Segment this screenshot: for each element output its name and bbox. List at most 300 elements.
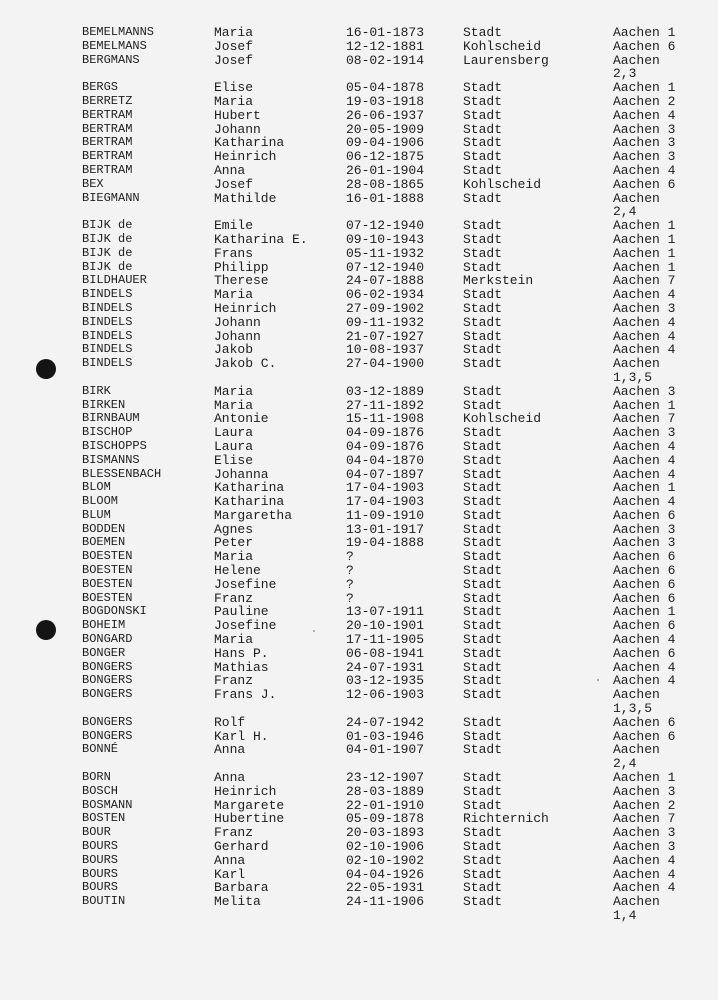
district-cell: Aachen 6 bbox=[613, 618, 676, 634]
district-cell: Aachen 4 bbox=[613, 438, 676, 454]
surname-cell: BOUTIN bbox=[82, 894, 126, 909]
record-row bbox=[0, 564, 718, 578]
surname-cell: BOGDONSKI bbox=[82, 604, 147, 619]
birth-date-cell: 24-07-1942 bbox=[346, 714, 425, 730]
record-row bbox=[0, 633, 718, 647]
birth-date-cell: 04-04-1926 bbox=[346, 866, 425, 882]
place-cell: Stadt bbox=[463, 549, 503, 565]
given-name-cell: Emile bbox=[214, 218, 254, 234]
birth-date-cell: 17-04-1903 bbox=[346, 494, 425, 510]
given-name-cell: Maria bbox=[214, 397, 254, 413]
given-name-cell: Katharina E. bbox=[214, 231, 308, 247]
record-row bbox=[0, 854, 718, 868]
place-cell: Stadt bbox=[463, 480, 503, 496]
place-cell: Stadt bbox=[463, 632, 503, 648]
surname-cell: BEMELMANS bbox=[82, 38, 147, 53]
surname-cell: BODDEN bbox=[82, 521, 126, 536]
surname-cell: BINDELS bbox=[82, 342, 133, 357]
surname-cell: BINDELS bbox=[82, 300, 133, 315]
record-row bbox=[0, 123, 718, 137]
surname-cell: BEMELMANNS bbox=[82, 25, 155, 39]
district-cell: Aachen 4 bbox=[613, 328, 676, 344]
place-cell: Stadt bbox=[463, 300, 503, 316]
district-cell: Aachen 1 bbox=[613, 480, 676, 496]
surname-cell: BINDELS bbox=[82, 356, 133, 371]
given-name-cell: Philipp bbox=[214, 259, 269, 275]
surname-cell: BIJK de bbox=[82, 259, 133, 274]
surname-cell: BORN bbox=[82, 770, 111, 785]
place-cell: Stadt bbox=[463, 466, 503, 482]
birth-date-cell: 26-06-1937 bbox=[346, 107, 425, 123]
district-cell: Aachen 4 bbox=[613, 880, 676, 896]
record-row bbox=[0, 95, 718, 109]
district-cell: Aachen 7 bbox=[613, 811, 676, 827]
given-name-cell: Franz bbox=[214, 590, 254, 606]
surname-cell: BLESSENBACH bbox=[82, 466, 162, 481]
birth-date-cell: 04-09-1876 bbox=[346, 438, 425, 454]
place-cell: Stadt bbox=[463, 342, 503, 358]
given-name-cell: Franz bbox=[214, 825, 254, 841]
given-name-cell: Jakob bbox=[214, 342, 254, 358]
surname-cell: BOESTEN bbox=[82, 590, 133, 605]
surname-cell: BIRKEN bbox=[82, 397, 126, 412]
birth-date-cell: 06-08-1941 bbox=[346, 645, 425, 661]
district-cell: Aachen 6 bbox=[613, 590, 676, 606]
given-name-cell: Elise bbox=[214, 80, 254, 96]
birth-date-cell: 10-08-1937 bbox=[346, 342, 425, 358]
place-cell: Stadt bbox=[463, 825, 503, 841]
birth-date-cell: 04-04-1870 bbox=[346, 452, 425, 468]
place-cell: Stadt bbox=[463, 770, 503, 786]
place-cell: Merkstein bbox=[463, 273, 534, 289]
place-cell: Stadt bbox=[463, 121, 503, 137]
surname-cell: BONGERS bbox=[82, 728, 133, 743]
record-row bbox=[0, 274, 718, 288]
district-cell: Aachen 4 bbox=[613, 162, 676, 178]
given-name-cell: Hubert bbox=[214, 107, 261, 123]
given-name-cell: Melita bbox=[214, 894, 261, 910]
birth-date-cell: 22-01-1910 bbox=[346, 797, 425, 813]
district-cell: Aachen 7 bbox=[613, 273, 676, 289]
place-cell: Stadt bbox=[463, 687, 503, 703]
record-row bbox=[0, 881, 718, 895]
place-cell: Stadt bbox=[463, 80, 503, 96]
record-row bbox=[0, 399, 718, 413]
district-cell: Aachen 4 bbox=[613, 287, 676, 303]
birth-date-cell: 11-09-1910 bbox=[346, 507, 425, 523]
record-row bbox=[0, 316, 718, 330]
surname-cell: BLOM bbox=[82, 480, 111, 495]
surname-cell: BONGERS bbox=[82, 673, 133, 688]
place-cell: Stadt bbox=[463, 590, 503, 606]
surname-cell: BONGARD bbox=[82, 632, 133, 647]
birth-date-cell: 28-08-1865 bbox=[346, 176, 425, 192]
district-cell: Aachen 1 bbox=[613, 245, 676, 261]
birth-date-cell: 09-04-1906 bbox=[346, 135, 425, 151]
record-row bbox=[0, 440, 718, 454]
surname-cell: BOURS bbox=[82, 839, 119, 854]
surname-cell: BOSTEN bbox=[82, 811, 126, 826]
place-cell: Stadt bbox=[463, 162, 503, 178]
record-row bbox=[0, 26, 718, 40]
surname-cell: BIEGMANN bbox=[82, 190, 140, 205]
place-cell: Stadt bbox=[463, 259, 503, 275]
surname-cell: BIJK de bbox=[82, 218, 133, 233]
place-cell: Stadt bbox=[463, 618, 503, 634]
birth-date-cell: 09-10-1943 bbox=[346, 231, 425, 247]
place-cell: Stadt bbox=[463, 839, 503, 855]
birth-date-cell: 13-01-1917 bbox=[346, 521, 425, 537]
given-name-cell: Franz bbox=[214, 673, 254, 689]
birth-date-cell: 06-02-1934 bbox=[346, 287, 425, 303]
given-name-cell: Peter bbox=[214, 535, 254, 551]
district-cell: Aachen 3 bbox=[613, 535, 676, 551]
birth-date-cell: 17-04-1903 bbox=[346, 480, 425, 496]
record-row bbox=[0, 550, 718, 564]
given-name-cell: Frans J. bbox=[214, 687, 277, 703]
birth-date-cell: 17-11-1905 bbox=[346, 632, 425, 648]
place-cell: Stadt bbox=[463, 425, 503, 441]
district-cell: Aachen 2 bbox=[613, 93, 676, 109]
place-cell: Stadt bbox=[463, 783, 503, 799]
given-name-cell: Anna bbox=[214, 770, 246, 786]
given-name-cell: Johanna bbox=[214, 466, 269, 482]
given-name-cell: Johann bbox=[214, 314, 261, 330]
given-name-cell: Maria bbox=[214, 632, 254, 648]
given-name-cell: Maria bbox=[214, 25, 254, 40]
surname-cell: BIJK de bbox=[82, 231, 133, 246]
birth-date-cell: 24-11-1906 bbox=[346, 894, 425, 910]
place-cell: Stadt bbox=[463, 356, 503, 372]
district-cell: Aachen 1 bbox=[613, 604, 676, 620]
surname-cell: BEX bbox=[82, 176, 104, 191]
surname-cell: BIRNBAUM bbox=[82, 411, 140, 426]
birth-date-cell: 09-11-1932 bbox=[346, 314, 425, 330]
record-row bbox=[0, 895, 718, 923]
district-cell: Aachen 6 bbox=[613, 507, 676, 523]
given-name-cell: Helene bbox=[214, 563, 261, 579]
record-row bbox=[0, 109, 718, 123]
place-cell: Stadt bbox=[463, 645, 503, 661]
surname-cell: BERRETZ bbox=[82, 93, 133, 108]
record-row bbox=[0, 426, 718, 440]
given-name-cell: Heinrich bbox=[214, 149, 277, 165]
record-row bbox=[0, 164, 718, 178]
birth-date-cell: 15-11-1908 bbox=[346, 411, 425, 427]
surname-cell: BERGMANS bbox=[82, 52, 140, 67]
place-cell: Stadt bbox=[463, 93, 503, 109]
surname-cell: BERTRAM bbox=[82, 149, 133, 164]
surname-cell: BLOOM bbox=[82, 494, 119, 509]
district-cell: Aachen 3 bbox=[613, 121, 676, 137]
record-row bbox=[0, 468, 718, 482]
given-name-cell: Josefine bbox=[214, 576, 277, 592]
place-cell: Stadt bbox=[463, 535, 503, 551]
district-cell: Aachen 4 bbox=[613, 342, 676, 358]
birth-date-cell: 20-05-1909 bbox=[346, 121, 425, 137]
surname-cell: BISCHOPPS bbox=[82, 438, 147, 453]
district-cell: Aachen 3 bbox=[613, 300, 676, 316]
birth-date-cell: 28-03-1889 bbox=[346, 783, 425, 799]
given-name-cell: Anna bbox=[214, 742, 246, 758]
record-row bbox=[0, 136, 718, 150]
district-cell: Aachen 6 bbox=[613, 549, 676, 565]
district-cell: Aachen 6 bbox=[613, 714, 676, 730]
surname-cell: BERTRAM bbox=[82, 162, 133, 177]
record-row bbox=[0, 40, 718, 54]
place-cell: Stadt bbox=[463, 714, 503, 730]
given-name-cell: Mathias bbox=[214, 659, 269, 675]
given-name-cell: Josefine bbox=[214, 618, 277, 634]
given-name-cell: Therese bbox=[214, 273, 269, 289]
record-row bbox=[0, 247, 718, 261]
given-name-cell: Barbara bbox=[214, 880, 269, 896]
surname-cell: BONGERS bbox=[82, 714, 133, 729]
district-cell: Aachen 1,3,5 bbox=[613, 356, 660, 385]
surname-cell: BERTRAM bbox=[82, 135, 133, 150]
district-cell: Aachen 6 bbox=[613, 645, 676, 661]
district-cell: Aachen 1,3,5 bbox=[613, 687, 660, 717]
birth-date-cell: 19-03-1918 bbox=[346, 93, 425, 109]
birth-date-cell: 02-10-1902 bbox=[346, 852, 425, 868]
record-row bbox=[0, 716, 718, 730]
surname-cell: BONGERS bbox=[82, 659, 133, 674]
given-name-cell: Maria bbox=[214, 549, 254, 565]
record-row bbox=[0, 592, 718, 606]
place-cell: Stadt bbox=[463, 397, 503, 413]
birth-date-cell: 08-02-1914 bbox=[346, 52, 425, 68]
record-row bbox=[0, 799, 718, 813]
record-row bbox=[0, 495, 718, 509]
given-name-cell: Agnes bbox=[214, 521, 254, 537]
birth-date-cell: 27-04-1900 bbox=[346, 356, 425, 372]
birth-date-cell: 22-05-1931 bbox=[346, 880, 425, 896]
district-cell: Aachen 4 bbox=[613, 852, 676, 868]
given-name-cell: Elise bbox=[214, 452, 254, 468]
birth-date-cell: 02-10-1906 bbox=[346, 839, 425, 855]
given-name-cell: Josef bbox=[214, 52, 254, 68]
place-cell: Stadt bbox=[463, 218, 503, 234]
place-cell: Stadt bbox=[463, 659, 503, 675]
place-cell: Stadt bbox=[463, 314, 503, 330]
district-cell: Aachen 3 bbox=[613, 825, 676, 841]
birth-date-cell: 05-04-1878 bbox=[346, 80, 425, 96]
surname-cell: BIJK de bbox=[82, 245, 133, 260]
given-name-cell: Gerhard bbox=[214, 839, 269, 855]
record-row bbox=[0, 647, 718, 661]
birth-date-cell: 20-03-1893 bbox=[346, 825, 425, 841]
surname-cell: BILDHAUER bbox=[82, 273, 147, 288]
place-cell: Stadt bbox=[463, 383, 503, 399]
birth-date-cell: 24-07-1888 bbox=[346, 273, 425, 289]
birth-date-cell: 20-10-1901 bbox=[346, 618, 425, 634]
birth-date-cell: ? bbox=[346, 549, 354, 565]
district-cell: Aachen 2,4 bbox=[613, 742, 660, 772]
place-cell: Stadt bbox=[463, 521, 503, 537]
place-cell: Kohlscheid bbox=[463, 176, 542, 192]
record-row bbox=[0, 661, 718, 675]
place-cell: Stadt bbox=[463, 245, 503, 261]
district-cell: Aachen 4 bbox=[613, 659, 676, 675]
given-name-cell: Jakob C. bbox=[214, 356, 277, 372]
surname-cell: BOURS bbox=[82, 880, 119, 895]
district-cell: Aachen 1 bbox=[613, 218, 676, 234]
birth-date-cell: 05-11-1932 bbox=[346, 245, 425, 261]
place-cell: Stadt bbox=[463, 507, 503, 523]
place-cell: Richternich bbox=[463, 811, 549, 827]
district-cell: Aachen 2 bbox=[613, 797, 676, 813]
district-cell: Aachen 1 bbox=[613, 770, 676, 786]
record-row bbox=[0, 812, 718, 826]
given-name-cell: Laura bbox=[214, 425, 254, 441]
record-row bbox=[0, 619, 718, 633]
record-row bbox=[0, 343, 718, 357]
given-name-cell: Hans P. bbox=[214, 645, 269, 661]
record-row bbox=[0, 688, 718, 716]
surname-cell: BIRK bbox=[82, 383, 111, 398]
surname-cell: BOEMEN bbox=[82, 535, 126, 550]
place-cell: Stadt bbox=[463, 25, 503, 40]
record-row bbox=[0, 840, 718, 854]
district-cell: Aachen 4 bbox=[613, 673, 676, 689]
place-cell: Stadt bbox=[463, 149, 503, 165]
given-name-cell: Mathilde bbox=[214, 190, 277, 206]
given-name-cell: Josef bbox=[214, 176, 254, 192]
record-row bbox=[0, 481, 718, 495]
record-row bbox=[0, 454, 718, 468]
record-row bbox=[0, 578, 718, 592]
record-row bbox=[0, 54, 718, 82]
record-row bbox=[0, 771, 718, 785]
record-row bbox=[0, 330, 718, 344]
place-cell: Stadt bbox=[463, 452, 503, 468]
place-cell: Stadt bbox=[463, 135, 503, 151]
record-row bbox=[0, 868, 718, 882]
place-cell: Stadt bbox=[463, 852, 503, 868]
birth-date-cell: 05-09-1878 bbox=[346, 811, 425, 827]
given-name-cell: Margarete bbox=[214, 797, 285, 813]
birth-date-cell: 16-01-1888 bbox=[346, 190, 425, 206]
surname-cell: BINDELS bbox=[82, 287, 133, 302]
given-name-cell: Pauline bbox=[214, 604, 269, 620]
record-row bbox=[0, 192, 718, 220]
birth-date-cell: 21-07-1927 bbox=[346, 328, 425, 344]
surname-cell: BOSCH bbox=[82, 783, 119, 798]
birth-date-cell: 03-12-1935 bbox=[346, 673, 425, 689]
surname-cell: BOURS bbox=[82, 852, 119, 867]
district-cell: Aachen 2,4 bbox=[613, 190, 660, 220]
record-row bbox=[0, 288, 718, 302]
given-name-cell: Anna bbox=[214, 852, 246, 868]
place-cell: Stadt bbox=[463, 563, 503, 579]
place-cell: Stadt bbox=[463, 576, 503, 592]
surname-cell: BOUR bbox=[82, 825, 111, 840]
surname-cell: BINDELS bbox=[82, 328, 133, 343]
record-row bbox=[0, 81, 718, 95]
district-cell: Aachen 1 bbox=[613, 231, 676, 247]
given-name-cell: Katharina bbox=[214, 135, 285, 151]
place-cell: Stadt bbox=[463, 880, 503, 896]
record-row bbox=[0, 385, 718, 399]
birth-date-cell: 12-06-1903 bbox=[346, 687, 425, 703]
district-cell: Aachen 1 bbox=[613, 25, 676, 40]
birth-date-cell: 16-01-1873 bbox=[346, 25, 425, 40]
surname-cell: BOSMANN bbox=[82, 797, 133, 812]
place-cell: Stadt bbox=[463, 107, 503, 123]
place-cell: Stadt bbox=[463, 287, 503, 303]
birth-date-cell: 23-12-1907 bbox=[346, 770, 425, 786]
district-cell: Aachen 3 bbox=[613, 783, 676, 799]
given-name-cell: Maria bbox=[214, 93, 254, 109]
district-cell: Aachen 4 bbox=[613, 494, 676, 510]
surname-cell: BOHEIM bbox=[82, 618, 126, 633]
birth-date-cell: ? bbox=[346, 563, 354, 579]
record-row bbox=[0, 233, 718, 247]
record-row bbox=[0, 150, 718, 164]
district-cell: Aachen 4 bbox=[613, 314, 676, 330]
birth-date-cell: ? bbox=[346, 576, 354, 592]
birth-date-cell: 07-12-1940 bbox=[346, 259, 425, 275]
place-cell: Kohlscheid bbox=[463, 411, 542, 427]
given-name-cell: Anna bbox=[214, 162, 246, 178]
surname-cell: BINDELS bbox=[82, 314, 133, 329]
birth-date-cell: ? bbox=[346, 590, 354, 606]
district-cell: Aachen 1 bbox=[613, 80, 676, 96]
place-cell: Kohlscheid bbox=[463, 38, 542, 54]
surname-cell: BISCHOP bbox=[82, 425, 133, 440]
given-name-cell: Frans bbox=[214, 245, 254, 261]
birth-date-cell: 04-01-1907 bbox=[346, 742, 425, 758]
record-row bbox=[0, 743, 718, 771]
place-cell: Laurensberg bbox=[463, 52, 549, 68]
given-name-cell: Katharina bbox=[214, 480, 285, 496]
record-row bbox=[0, 261, 718, 275]
record-row bbox=[0, 509, 718, 523]
birth-date-cell: 24-07-1931 bbox=[346, 659, 425, 675]
surname-cell: BOESTEN bbox=[82, 576, 133, 591]
birth-date-cell: 13-07-1911 bbox=[346, 604, 425, 620]
record-row bbox=[0, 826, 718, 840]
given-name-cell: Hubertine bbox=[214, 811, 285, 827]
surname-cell: BOURS bbox=[82, 866, 119, 881]
birth-date-cell: 12-12-1881 bbox=[346, 38, 425, 54]
district-cell: Aachen 2,3 bbox=[613, 52, 660, 82]
given-name-cell: Karl bbox=[214, 866, 246, 882]
district-cell: Aachen 3 bbox=[613, 425, 676, 441]
birth-date-cell: 07-12-1940 bbox=[346, 218, 425, 234]
birth-date-cell: 27-11-1892 bbox=[346, 397, 425, 413]
birth-date-cell: 04-09-1876 bbox=[346, 425, 425, 441]
place-cell: Stadt bbox=[463, 190, 503, 206]
given-name-cell: Maria bbox=[214, 383, 254, 399]
record-row bbox=[0, 605, 718, 619]
place-cell: Stadt bbox=[463, 742, 503, 758]
given-name-cell: Johann bbox=[214, 328, 261, 344]
birth-date-cell: 27-09-1902 bbox=[346, 300, 425, 316]
district-cell: Aachen 4 bbox=[613, 866, 676, 882]
district-cell: Aachen 6 bbox=[613, 176, 676, 192]
record-row bbox=[0, 178, 718, 192]
surname-cell: BOESTEN bbox=[82, 549, 133, 564]
given-name-cell: Katharina bbox=[214, 494, 285, 510]
given-name-cell: Josef bbox=[214, 38, 254, 54]
surname-cell: BONNÉ bbox=[82, 742, 119, 757]
record-row bbox=[0, 302, 718, 316]
place-cell: Stadt bbox=[463, 604, 503, 620]
birth-date-cell: 26-01-1904 bbox=[346, 162, 425, 178]
surname-cell: BERGS bbox=[82, 80, 119, 95]
record-row bbox=[0, 357, 718, 385]
